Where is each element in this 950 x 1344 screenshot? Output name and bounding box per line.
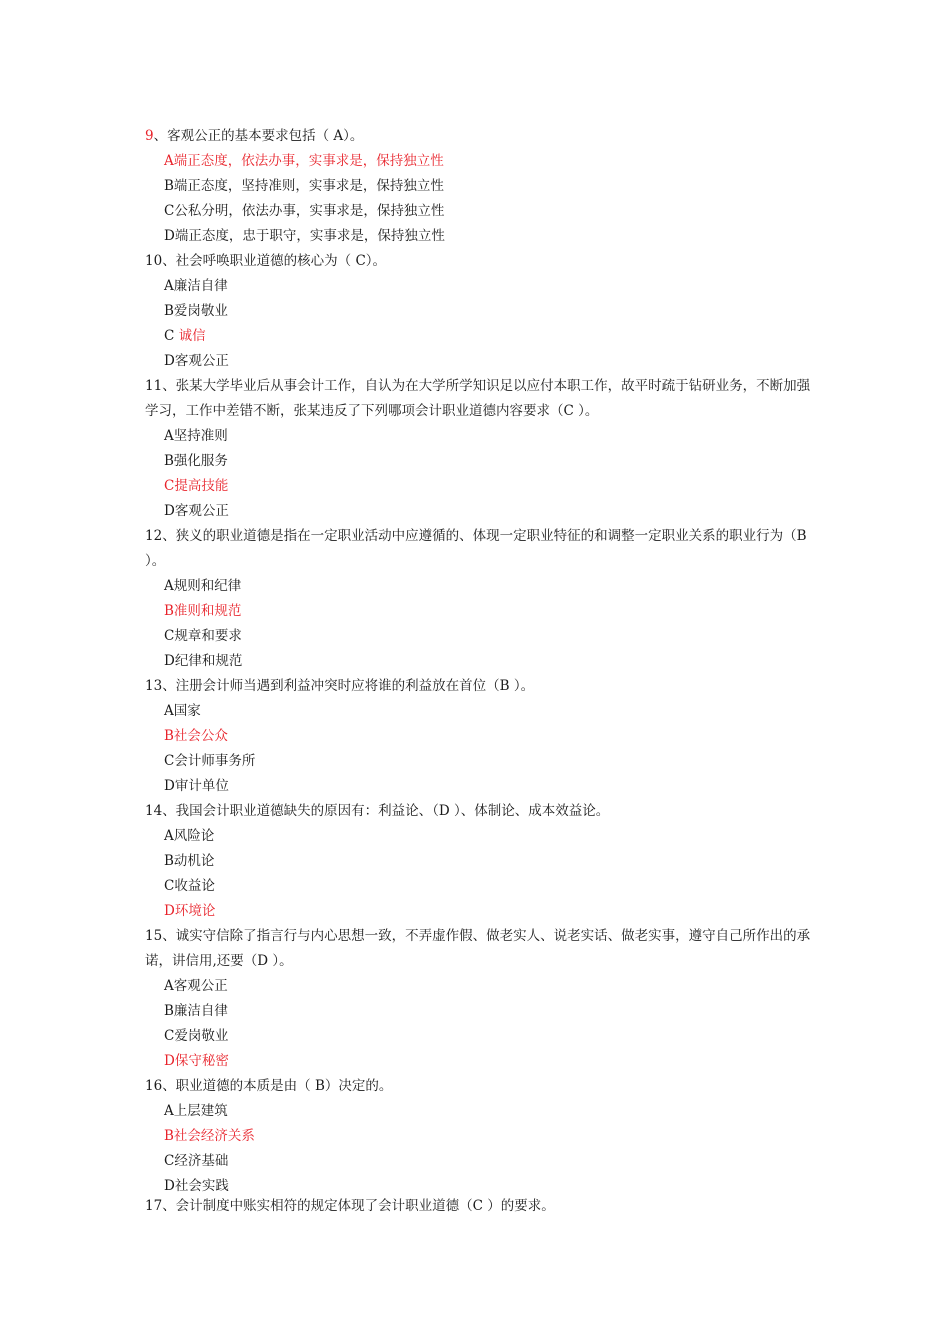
question-number: 11: [145, 378, 163, 394]
question-text: 、客观公正的基本要求包括（ A）。: [153, 128, 364, 144]
option-10-b: B爱岗敬业: [164, 303, 228, 319]
option-15-a: A客观公正: [164, 978, 228, 994]
question-text: 、狭义的职业道德是指在一定职业活动中应遵循的、体现一定职业特征的和调整一定职业关系的职业行为（B ）。: [145, 528, 807, 569]
question-17: [145, 1194, 815, 1219]
question-text: 、诚实守信除了指言行与内心思想一致，不弄虚作假、做老实人、说老实话、做老实事，遵守自己所作出的承诺，讲信用,还要（D ）。: [145, 928, 811, 969]
option-9-a: A端正态度，依法办事，实事求是，保持独立性: [164, 153, 444, 169]
option-9-c: C公私分明，依法办事，实事求是，保持独立性: [164, 203, 445, 219]
option-14-c: C收益论: [164, 878, 215, 894]
option-16-d: D社会实践: [164, 1178, 229, 1194]
option-11-d: D客观公正: [164, 503, 229, 519]
question-number: 16: [145, 1078, 163, 1094]
question-14: [145, 799, 815, 824]
question-text: 、社会呼唤职业道德的核心为（ C）。: [162, 253, 387, 269]
question-number: 14: [145, 803, 163, 819]
option-14-d: D环境论: [164, 903, 216, 919]
question-text: 、张某大学毕业后从事会计工作，自认为在大学所学知识足以应付本职工作，故平时疏于钻研业务，不断加强学习，工作中差错不断，张某违反了下列哪项会计职业道德内容要求（C ）。: [145, 378, 811, 419]
question-15: [145, 924, 815, 974]
option-11-a: A坚持准则: [164, 428, 228, 444]
question-text: 、注册会计师当遇到利益冲突时应将谁的利益放在首位（B ）。: [162, 678, 535, 694]
question-number: 15: [145, 928, 163, 944]
option-10-c: C 诚信: [164, 328, 206, 344]
question-13: [145, 674, 815, 699]
option-12-d: D纪律和规范: [164, 653, 243, 669]
option-12-b: B准则和规范: [164, 603, 242, 619]
question-text: 、职业道德的本质是由（ B）决定的。: [162, 1078, 393, 1094]
question-number: 13: [145, 678, 163, 694]
option-9-b: B端正态度，坚持准则，实事求是，保持独立性: [164, 178, 444, 194]
question-number: 10: [145, 253, 163, 269]
option-14-b: B动机论: [164, 853, 215, 869]
question-text: 、我国会计职业道德缺失的原因有：利益论、（D ）、体制论、成本效益论。: [162, 803, 610, 819]
option-12-a: A规则和纪律: [164, 578, 242, 594]
option-13-c: C会计师事务所: [164, 753, 256, 769]
option-9-d: D端正态度，忠于职守，实事求是，保持独立性: [164, 228, 445, 244]
question-9: [145, 124, 815, 149]
question-number: 12: [145, 528, 163, 544]
option-13-b: B社会公众: [164, 728, 228, 744]
question-10: [145, 249, 815, 274]
question-number: 9: [145, 128, 154, 144]
option-10-a: A廉洁自律: [164, 278, 228, 294]
option-11-c: C提高技能: [164, 478, 229, 494]
option-16-c: C经济基础: [164, 1153, 229, 1169]
option-10-d: D客观公正: [164, 353, 229, 369]
question-16: [145, 1074, 815, 1099]
option-15-b: B廉洁自律: [164, 1003, 228, 1019]
option-13-d: D审计单位: [164, 778, 229, 794]
option-15-d: D保守秘密: [164, 1053, 229, 1069]
option-11-b: B强化服务: [164, 453, 228, 469]
question-number: 17: [145, 1198, 163, 1214]
question-text: 、会计制度中账实相符的规定体现了会计职业道德（C ）的要求。: [162, 1198, 555, 1214]
option-15-c: C爱岗敬业: [164, 1028, 229, 1044]
option-14-a: A风险论: [164, 828, 215, 844]
option-16-a: A上层建筑: [164, 1103, 228, 1119]
option-13-a: A国家: [164, 703, 201, 719]
option-16-b: B社会经济关系: [164, 1128, 255, 1144]
question-12: [145, 524, 815, 574]
question-11: [145, 374, 815, 424]
option-12-c: C规章和要求: [164, 628, 242, 644]
